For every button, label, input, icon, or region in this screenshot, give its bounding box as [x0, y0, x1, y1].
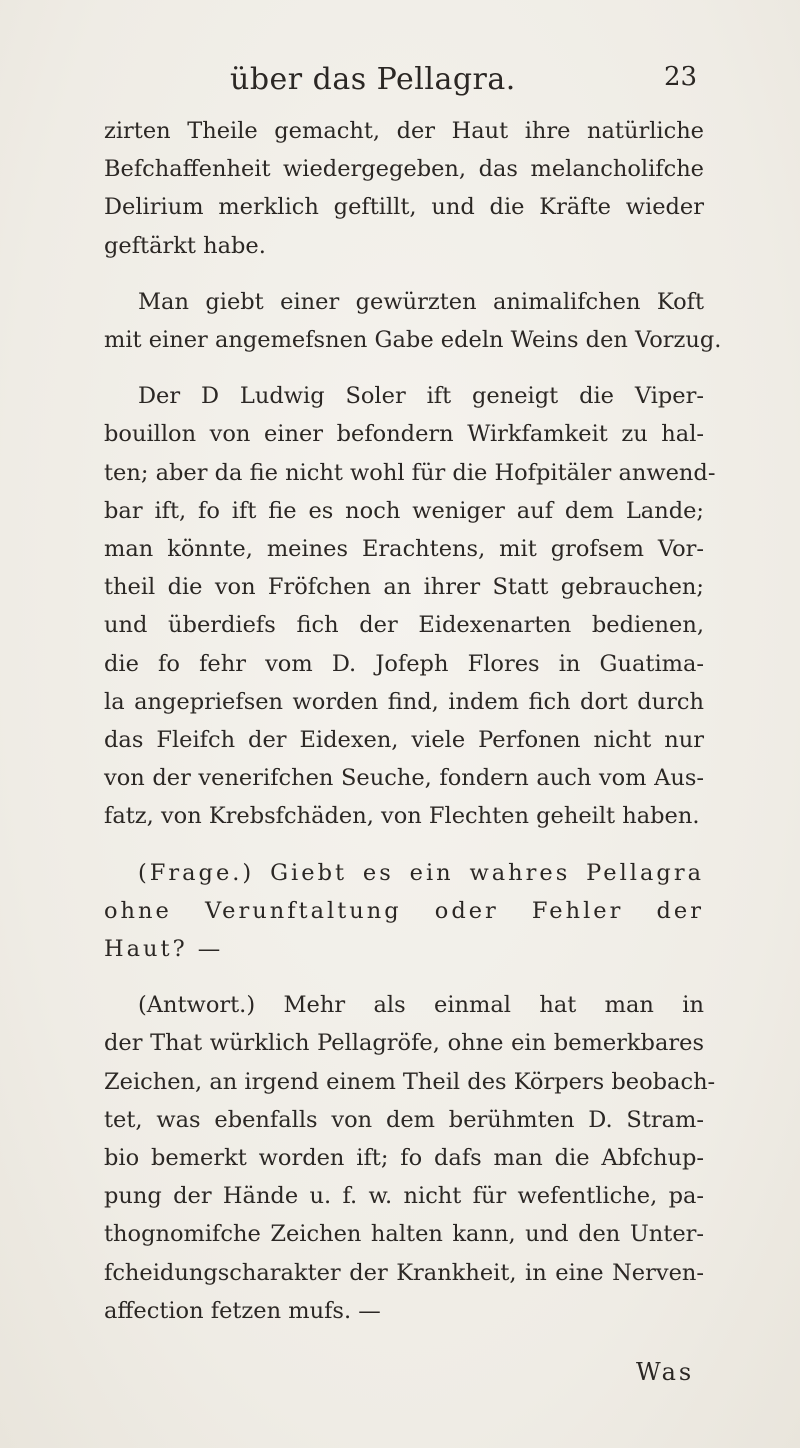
text-line: das Fleifch der Eidexen, viele Perfonen nicht nur: [104, 727, 704, 754]
page-number: 23: [664, 62, 698, 92]
text-line: bio bemerkt worden ift; fo dafs man die Abfchup-: [104, 1145, 704, 1172]
text-line: tet, was ebenfalls von dem berühmten D. Stram-: [104, 1106, 704, 1133]
text-line: la angepriefsen worden find, indem fich dort durch: [104, 688, 704, 715]
text-line: Zeichen, an irgend einem Theil des Körpers beobach-: [104, 1068, 716, 1095]
text-line: theil die von Fröfchen an ihrer Statt gebrauchen;: [104, 574, 704, 601]
catchword: Was: [636, 1358, 695, 1386]
text-line: thognomifche Zeichen halten kann, und den Unter-: [104, 1221, 704, 1248]
text-line: Befchaffenheit wiedergegeben, das melancholifche: [104, 156, 704, 183]
page-header: [0, 62, 800, 102]
text-line: Der D Ludwig Soler ift geneigt die Viper-: [138, 383, 704, 410]
paragraph-3: [104, 377, 716, 835]
text-line: affection fetzen mufs. —: [104, 1297, 381, 1324]
page-body: [104, 112, 722, 1330]
paragraph-2: [104, 283, 722, 359]
text-line: zirten Theile gemacht, der Haut ihre natürliche: [104, 118, 704, 144]
text-line: ohne Verunftaltung oder Fehler der: [104, 897, 704, 924]
text-line: ten; aber da fie nicht wohl für die Hofpitäler anwend-: [104, 459, 716, 486]
text-line: der That würklich Pellagröfe, ohne ein bemerkbares: [104, 1030, 704, 1057]
text-line: Haut? —: [104, 936, 224, 963]
text-line: geftärkt habe.: [104, 232, 266, 259]
text-line: die fo fehr vom D. Jofeph Flores in Guatima-: [104, 650, 704, 677]
text-line: von der venerifchen Seuche, fondern auch vom Aus-: [104, 765, 704, 792]
text-line: und überdiefs fich der Eidexenarten bedienen,: [104, 612, 704, 639]
running-head: über das Pellagra.: [230, 62, 516, 97]
text-line: fcheidungscharakter der Krankheit, in eine Nerven-: [104, 1259, 704, 1286]
text-line: mit einer angemefsnen Gabe edeln Weins den Vorzug.: [104, 327, 722, 354]
text-line: (Antwort.) Mehr als einmal hat man in: [138, 992, 704, 1019]
text-line: bar ift, fo ift fie es noch weniger auf dem Lande;: [104, 497, 704, 524]
text-line: pung der Hände u. f. w. nicht für wefentliche, pa-: [104, 1183, 704, 1210]
text-line: man könnte, meines Erachtens, mit grofsem Vor-: [104, 536, 704, 563]
text-line: (Frage.) Giebt es ein wahres Pellagra: [138, 859, 704, 886]
paragraph-1: [104, 112, 704, 265]
question-paragraph: [104, 854, 704, 969]
answer-paragraph: [104, 986, 716, 1330]
text-line: fatz, von Krebsfchäden, von Flechten geheilt haben.: [104, 803, 700, 830]
text-line: Delirium merklich geftillt, und die Kräfte wieder: [104, 194, 704, 221]
text-line: bouillon von einer befondern Wirkfamkeit zu hal-: [104, 421, 704, 448]
text-line: Man giebt einer gewürzten animalifchen Koft: [138, 288, 704, 315]
